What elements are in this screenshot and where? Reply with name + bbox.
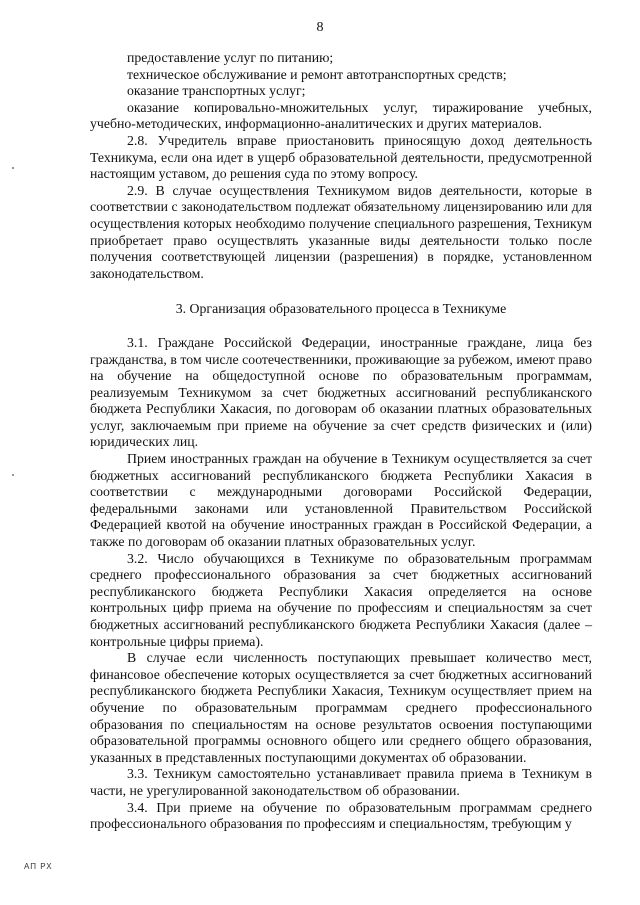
paragraph: 3.2. Число обучающихся в Техникуме по образовательным программам среднего профессионального образования за счет бюджетных ассигнований республиканского бюджета Республики Хакасия определяется на основе контрольных цифр приема на обучение по профессиям и специальностям за счет бюджетных ассигнований республиканского бюджета Республики Хакасия (далее – контрольные цифры приема). — [90, 550, 592, 649]
paragraph: 2.9. В случае осуществления Техникумом видов деятельности, которые в соответствии с законодательством подлежат обязательному лицензированию или для осуществления которых необходимо получение специального разрешения, Техникум приобретает право осуществлять указанные виды деятельности только после получения соответствующей лицензии (разрешения) в порядке, установленном законодательством. — [90, 182, 592, 281]
paragraph: В случае если численность поступающих превышает количество мест, финансовое обеспечение которых осуществляется за счет бюджетных ассигнований республиканского бюджета Республики Хакасия, Техникум осуществляет прием на обучение по образовательным программам среднего профессионального образования по специальностям на основе результатов освоения поступающими образовательной программы основного общего или среднего общего образования, указанных в представленных поступающими документах об образовании. — [90, 650, 592, 765]
paragraph: оказание копировально-множительных услуг, тиражирование учебных, учебно-методических, информационно-аналитических и других материалов. — [90, 99, 592, 132]
page-number: 8 — [316, 20, 324, 35]
paragraph: 3.1. Граждане Российской Федерации, иностранные граждане, лица без гражданства, в том числе соотечественники, проживающие за рубежом, имеют право на обучение на общедоступной основе по образовательным программам, реализуемым Техникумом за счет бюджетных ассигнований республиканского бюджета Республики Хакасия, по договорам об оказании платных образовательных услуг, заключаемым при приеме на обучение за счет средств физических и (или) юридических лиц. — [90, 334, 592, 450]
paragraph-group-bottom — [90, 335, 592, 833]
paragraph: Прием иностранных граждан на обучение в Техникум осуществляется за счет бюджетных ассигнований республиканского бюджета Республики Хакасия в соответствии с международными договорами Российской Федерации, федеральными законами или установленной Правительством Российской Федерацией квотой на обучение иностранных граждан в Российской Федерации, а также по договорам об оказании платных образовательных услуг. — [90, 451, 592, 550]
section-heading: 3. Организация образовательного процесса в Техникуме — [175, 301, 507, 317]
scan-speck — [12, 474, 14, 476]
paragraph: техническое обслуживание и ремонт автотранспортных средств; — [127, 66, 507, 82]
paragraph: оказание транспортных услуг; — [127, 83, 306, 99]
paragraph: 3.3. Техникум самостоятельно устанавливает правила приема в Техникум в части, не урегулированной законодательством об образовании. — [90, 766, 592, 798]
paragraph: 3.4. При приеме на обучение по образовательным программам среднего профессионального образования по профессиям и специальностям, требующим у — [90, 799, 592, 832]
document-body — [90, 50, 592, 833]
paragraph: предоставление услуг по питанию; — [127, 50, 334, 65]
scan-speck — [12, 167, 14, 169]
footer-mark: АП РХ — [24, 862, 53, 871]
paragraph: 2.8. Учредитель вправе приостановить приносящую доход деятельность Техникума, если она идет в ущерб образовательной деятельности, предусмотренной настоящим уставом, до решения суда по этому вопросу. — [90, 132, 592, 182]
paragraph-group-top — [90, 50, 592, 282]
